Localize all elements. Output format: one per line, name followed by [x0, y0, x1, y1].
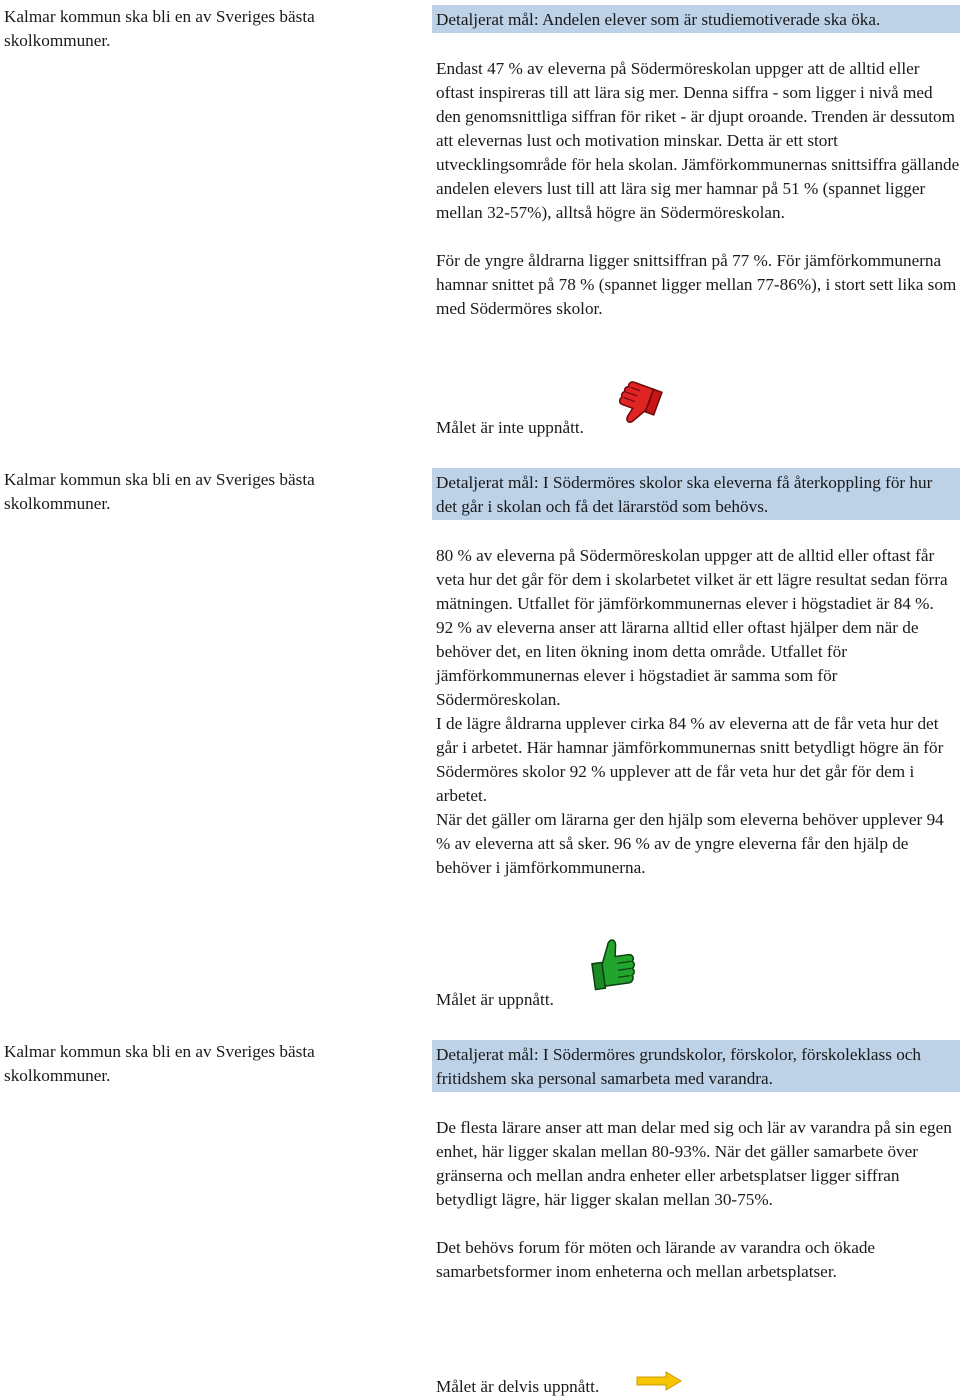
vision-text: Kalmar kommun ska bli en av Sveriges bästa skolkommuner. — [4, 1042, 315, 1085]
goal-heading: Detaljerat mål: I Södermöres grundskolor, förskolor, förskoleklass och fritidshem ska personal samarbeta med varandra. — [432, 1040, 960, 1092]
thumbs-down-icon — [616, 380, 666, 432]
goal-paragraph: Endast 47 % av eleverna på Södermöreskolan uppger att de alltid eller oftast inspireras till att lära sig mer. Denna siffra - som ligger i nivå med den genomsnittliga siffran för riket - är djupt oroande. Trenden är dessutom att elevernas lust och motivation minskar. Detta är ett stort utvecklingsområde för hela skolan. Jämförkommunernas snittsiffra gällande andelen elevers lust till att lära sig mer hamnar på 51 % (spannet ligger mellan 32-57%), alltså högre än Södermöreskolan. — [436, 59, 960, 222]
goal-paragraph: 80 % av eleverna på Södermöreskolan uppger att de alltid eller oftast får veta hur det går för dem i skolarbetet vilket är ett lägre resultat sedan förra mätningen. Utfallet för jämförkommunernas elever i högstadiet är 84 %. — [436, 546, 948, 613]
goal-status — [436, 1375, 736, 1399]
goal-content — [432, 468, 960, 880]
goal-paragraph: Det behövs forum för möten och lärande av varandra och ökade samarbetsformer inom enheterna och mellan arbetsplatser. — [436, 1238, 876, 1281]
status-text: Målet är delvis uppnått. — [436, 1377, 600, 1396]
goal-heading: Detaljerat mål: I Södermöres skolor ska eleverna få återkoppling för hur det går i skolan och få det lärarstöd som behövs. — [432, 468, 960, 520]
goal-content — [432, 5, 960, 321]
goal-paragraph: För de yngre åldrarna ligger snittsiffran på 77 %. För jämförkommunerna hamnar snittet på 78 % (spannet ligger mellan 77-86%), i stort sett lika som med Södermöres skolor. — [436, 251, 957, 318]
status-text: Målet är uppnått. — [436, 990, 554, 1009]
vision-text: Kalmar kommun ska bli en av Sveriges bästa skolkommuner. — [4, 7, 315, 50]
goal-paragraph: 92 % av eleverna anser att lärarna alltid eller oftast hjälper dem när de behöver det, en liten ökning inom detta område. Utfallet för jämförkommunernas elever i högstadiet är samma som för Södermöreskolan. — [436, 618, 919, 709]
status-text: Målet är inte uppnått. — [436, 418, 584, 437]
goal-content — [432, 1040, 960, 1284]
arrow-right-icon — [636, 1370, 682, 1392]
goal-status — [436, 988, 736, 1012]
goal-status — [436, 416, 736, 440]
goal-paragraph: De flesta lärare anser att man delar med sig och lär av varandra på sin egen enhet, här ligger skalan mellan 80-93%. När det gäller samarbete över gränserna och mellan andra enheter eller arbetsplatser ligger siffran betydligt lägre, här ligger skalan mellan 30-75%. — [436, 1118, 952, 1209]
goal-paragraph: När det gäller om lärarna ger den hjälp som eleverna behöver upplever 94 % av eleverna att så sker. 96 % av de yngre eleverna får den hjälp de behöver i jämförkommunerna. — [436, 810, 944, 877]
thumbs-up-icon — [586, 933, 638, 993]
vision-text: Kalmar kommun ska bli en av Sveriges bästa skolkommuner. — [4, 470, 315, 513]
goal-paragraph: I de lägre åldrarna upplever cirka 84 % av eleverna att de får veta hur det går i arbetet. Här hamnar jämförkommunernas snitt betydligt högre än för Södermöres skolor 92 % upplever att de får veta hur det går för dem i arbetet. — [436, 714, 944, 805]
goal-heading: Detaljerat mål: Andelen elever som är studiemotiverade ska öka. — [432, 5, 960, 33]
